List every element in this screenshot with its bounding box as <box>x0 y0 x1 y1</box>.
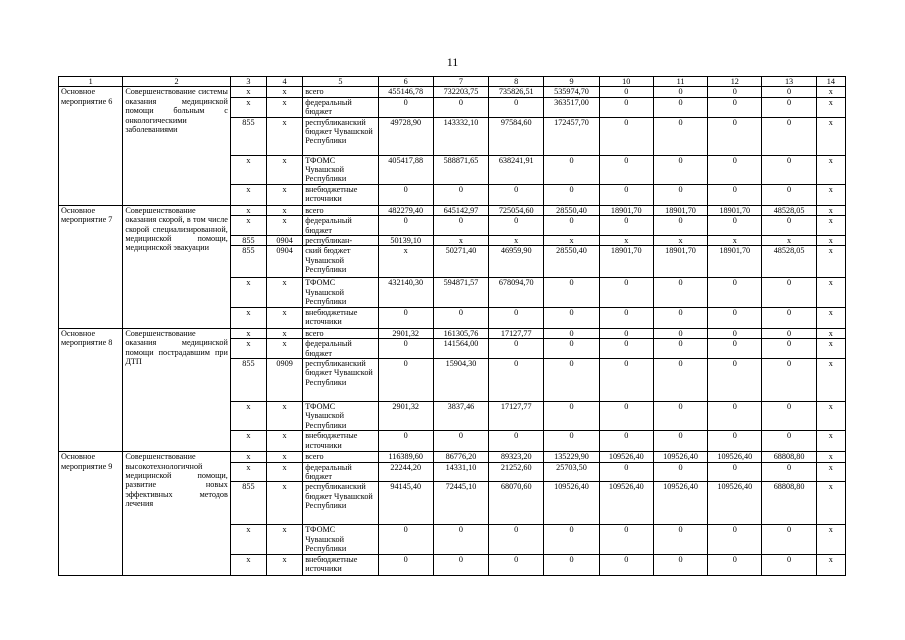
admin-code-cell: х <box>230 339 266 359</box>
funding-source-cell: всего <box>303 205 378 215</box>
value-cell: 109526,40 <box>708 452 762 462</box>
admin-code-cell: х <box>230 554 266 575</box>
value-cell: 18901,70 <box>708 246 762 278</box>
value-cell: 0 <box>708 117 762 155</box>
value-cell: 0 <box>544 358 599 401</box>
note-cell: х <box>816 307 845 328</box>
admin-code-cell: 855 <box>230 117 266 155</box>
value-cell: 0 <box>599 328 653 338</box>
value-cell: 0 <box>489 358 544 401</box>
table-row <box>59 452 846 462</box>
value-cell: 0 <box>762 525 816 554</box>
section-code-cell: х <box>267 278 303 307</box>
funding-source-cell: республиканский бюджет Чувашской Республики <box>303 117 378 155</box>
value-cell: 594871,57 <box>433 278 488 307</box>
value-cell: 2901,32 <box>378 401 433 430</box>
value-cell: 535974,70 <box>544 87 599 97</box>
value-cell: 645142,97 <box>433 205 488 215</box>
funding-source-cell: всего <box>303 328 378 338</box>
funding-source-cell: всего <box>303 87 378 97</box>
header-row <box>59 77 846 87</box>
header-cell: 1 <box>59 77 123 87</box>
value-cell: 135229,90 <box>544 452 599 462</box>
value-cell: 725054,60 <box>489 205 544 215</box>
value-cell: 588871,65 <box>433 155 488 184</box>
value-cell: 0 <box>762 307 816 328</box>
value-cell: 0 <box>762 554 816 575</box>
header-cell: 6 <box>378 77 433 87</box>
value-cell: 3837,46 <box>433 401 488 430</box>
value-cell: 50271,40 <box>433 246 488 278</box>
value-cell: 0 <box>708 278 762 307</box>
value-cell: 638241,91 <box>489 155 544 184</box>
value-cell: 0 <box>544 554 599 575</box>
funding-source-cell: внебюджетные источники <box>303 554 378 575</box>
value-cell: 109526,40 <box>708 482 762 525</box>
value-cell: 0 <box>762 216 816 236</box>
value-cell: 97584,60 <box>489 117 544 155</box>
note-cell: х <box>816 328 845 338</box>
value-cell: 89323,20 <box>489 452 544 462</box>
value-cell: 0 <box>653 431 707 452</box>
note-cell: х <box>816 236 845 246</box>
value-cell: 0 <box>489 554 544 575</box>
value-cell: 17127,77 <box>489 328 544 338</box>
value-cell: 0 <box>762 278 816 307</box>
section-code-cell: х <box>267 216 303 236</box>
section-code-cell: х <box>267 205 303 215</box>
value-cell: 0 <box>708 97 762 117</box>
section-code-cell: х <box>267 401 303 430</box>
value-cell: 0 <box>599 155 653 184</box>
admin-code-cell: х <box>230 452 266 462</box>
header-cell: 11 <box>653 77 707 87</box>
header-cell: 3 <box>230 77 266 87</box>
value-cell: 0 <box>378 184 433 205</box>
value-cell: 0 <box>489 97 544 117</box>
value-cell: 678094,70 <box>489 278 544 307</box>
value-cell: 161305,76 <box>433 328 488 338</box>
value-cell: 0 <box>544 431 599 452</box>
value-cell: 116389,60 <box>378 452 433 462</box>
value-cell: 0 <box>708 358 762 401</box>
admin-code-cell: 855 <box>230 358 266 401</box>
table-row <box>59 205 846 215</box>
value-cell: 0 <box>762 184 816 205</box>
value-cell: 0 <box>762 339 816 359</box>
value-cell: 0 <box>489 184 544 205</box>
note-cell: х <box>816 525 845 554</box>
value-cell: 2901,32 <box>378 328 433 338</box>
admin-code-cell: х <box>230 307 266 328</box>
value-cell: 0 <box>599 307 653 328</box>
event-name-cell: Основное мероприятие 9 <box>59 452 123 575</box>
value-cell: 0 <box>762 87 816 97</box>
admin-code-cell: 855 <box>230 236 266 246</box>
value-cell: 46959,90 <box>489 246 544 278</box>
value-cell: 0 <box>378 431 433 452</box>
value-cell: 0 <box>599 216 653 236</box>
value-cell: 14331,10 <box>433 462 488 482</box>
value-cell: 0 <box>433 431 488 452</box>
value-cell: 18901,70 <box>599 246 653 278</box>
note-cell: х <box>816 401 845 430</box>
section-code-cell: х <box>267 339 303 359</box>
value-cell: 0 <box>762 358 816 401</box>
value-cell: 0 <box>489 525 544 554</box>
value-cell: 0 <box>489 431 544 452</box>
event-description-cell: Совершенствование оказания медицинской помощи пострадавшим при ДТП <box>123 328 231 451</box>
value-cell: х <box>708 236 762 246</box>
note-cell: х <box>816 339 845 359</box>
value-cell: 0 <box>544 401 599 430</box>
value-cell: 0 <box>599 462 653 482</box>
admin-code-cell: х <box>230 155 266 184</box>
section-code-cell: х <box>267 184 303 205</box>
value-cell: 0 <box>653 97 707 117</box>
funding-source-cell: федеральный бюджет <box>303 97 378 117</box>
value-cell: 0 <box>653 87 707 97</box>
value-cell: 68808,80 <box>762 452 816 462</box>
value-cell: 0 <box>708 216 762 236</box>
event-name-cell: Основное мероприятие 6 <box>59 87 123 205</box>
value-cell: 0 <box>599 339 653 359</box>
value-cell: 0 <box>653 339 707 359</box>
value-cell: 0 <box>653 401 707 430</box>
value-cell: 72445,10 <box>433 482 488 525</box>
note-cell: х <box>816 358 845 401</box>
value-cell: 0 <box>378 97 433 117</box>
admin-code-cell: х <box>230 205 266 215</box>
value-cell: 0 <box>653 328 707 338</box>
header-cell: 12 <box>708 77 762 87</box>
value-cell: 0 <box>653 554 707 575</box>
value-cell: 141564,00 <box>433 339 488 359</box>
value-cell: 0 <box>708 339 762 359</box>
value-cell: 0 <box>489 216 544 236</box>
value-cell: 0 <box>489 307 544 328</box>
value-cell: 0 <box>378 554 433 575</box>
section-code-cell: 0904 <box>267 246 303 278</box>
value-cell: 17127,77 <box>489 401 544 430</box>
value-cell: 0 <box>708 184 762 205</box>
value-cell: 15904,30 <box>433 358 488 401</box>
value-cell: 68070,60 <box>489 482 544 525</box>
funding-source-cell: внебюджетные источники <box>303 431 378 452</box>
value-cell: 109526,40 <box>653 452 707 462</box>
section-code-cell: х <box>267 87 303 97</box>
value-cell: 0 <box>599 401 653 430</box>
section-code-cell: х <box>267 155 303 184</box>
value-cell: 0 <box>653 216 707 236</box>
admin-code-cell: х <box>230 525 266 554</box>
value-cell: 18901,70 <box>653 205 707 215</box>
value-cell: 0 <box>433 554 488 575</box>
header-cell: 13 <box>762 77 816 87</box>
header-cell: 4 <box>267 77 303 87</box>
value-cell: 0 <box>433 184 488 205</box>
table-row <box>59 87 846 97</box>
funding-source-cell: ТФОМС Чувашской Республики <box>303 401 378 430</box>
value-cell: 0 <box>433 525 488 554</box>
value-cell: 21252,60 <box>489 462 544 482</box>
value-cell: 0 <box>762 328 816 338</box>
section-code-cell: х <box>267 462 303 482</box>
section-code-cell: х <box>267 117 303 155</box>
value-cell: х <box>433 236 488 246</box>
value-cell: 0 <box>489 339 544 359</box>
funding-source-cell: федеральный бюджет <box>303 339 378 359</box>
event-description-cell: Совершенствование высокотехнологичной медицинской помощи, развитие новых эффективных методов лечения <box>123 452 231 575</box>
note-cell: х <box>816 87 845 97</box>
note-cell: х <box>816 246 845 278</box>
section-code-cell: х <box>267 482 303 525</box>
note-cell: х <box>816 97 845 117</box>
value-cell: 0 <box>378 216 433 236</box>
section-code-cell: х <box>267 452 303 462</box>
value-cell: 0 <box>544 328 599 338</box>
funding-source-cell: внебюджетные источники <box>303 184 378 205</box>
event-description-cell: Совершенствование оказания скорой, в том числе скорой специализированной, медицинской помощи, медицинской эвакуации <box>123 205 231 328</box>
value-cell: 432140,30 <box>378 278 433 307</box>
section-code-cell: х <box>267 554 303 575</box>
value-cell: 0 <box>708 87 762 97</box>
funding-source-cell: внебюджетные источники <box>303 307 378 328</box>
note-cell: х <box>816 155 845 184</box>
funding-table <box>58 76 846 576</box>
section-code-cell: х <box>267 328 303 338</box>
admin-code-cell: 855 <box>230 482 266 525</box>
value-cell: 143332,10 <box>433 117 488 155</box>
header-cell: 5 <box>303 77 378 87</box>
admin-code-cell: х <box>230 216 266 236</box>
value-cell: 0 <box>653 358 707 401</box>
value-cell: 732203,75 <box>433 87 488 97</box>
funding-source-cell: республикан- <box>303 236 378 246</box>
value-cell: 405417,88 <box>378 155 433 184</box>
funding-source-cell: ТФОМС Чувашской Республики <box>303 155 378 184</box>
value-cell: 28550,40 <box>544 205 599 215</box>
value-cell: 0 <box>599 184 653 205</box>
value-cell: 0 <box>708 307 762 328</box>
value-cell: 0 <box>378 307 433 328</box>
value-cell: 0 <box>653 462 707 482</box>
value-cell: 18901,70 <box>653 246 707 278</box>
value-cell: 0 <box>599 525 653 554</box>
value-cell: 0 <box>599 278 653 307</box>
value-cell: 0 <box>653 278 707 307</box>
value-cell: 49728,90 <box>378 117 433 155</box>
value-cell: 109526,40 <box>599 452 653 462</box>
value-cell: 109526,40 <box>653 482 707 525</box>
value-cell: 0 <box>378 339 433 359</box>
value-cell: 482279,40 <box>378 205 433 215</box>
value-cell: 0 <box>599 431 653 452</box>
value-cell: 0 <box>544 155 599 184</box>
funding-source-cell: ский бюджет Чувашской Республики <box>303 246 378 278</box>
value-cell: 0 <box>708 431 762 452</box>
event-name-cell: Основное мероприятие 7 <box>59 205 123 328</box>
value-cell: 109526,40 <box>544 482 599 525</box>
value-cell: 0 <box>708 401 762 430</box>
value-cell: 363517,00 <box>544 97 599 117</box>
value-cell: 50139,10 <box>378 236 433 246</box>
value-cell: 0 <box>544 307 599 328</box>
value-cell: 0 <box>599 117 653 155</box>
value-cell: 0 <box>544 216 599 236</box>
value-cell: 0 <box>708 328 762 338</box>
note-cell: х <box>816 216 845 236</box>
value-cell: 22244,20 <box>378 462 433 482</box>
value-cell: 0 <box>544 278 599 307</box>
table-row <box>59 328 846 338</box>
header-cell: 9 <box>544 77 599 87</box>
value-cell: х <box>544 236 599 246</box>
value-cell: 0 <box>653 525 707 554</box>
value-cell: х <box>653 236 707 246</box>
funding-source-cell: ТФОМС Чувашской Республики <box>303 525 378 554</box>
funding-source-cell: ТФОМС Чувашской Республики <box>303 278 378 307</box>
note-cell: х <box>816 554 845 575</box>
value-cell: 0 <box>544 184 599 205</box>
admin-code-cell: 855 <box>230 246 266 278</box>
value-cell: 18901,70 <box>708 205 762 215</box>
value-cell: 0 <box>762 155 816 184</box>
value-cell: 0 <box>599 358 653 401</box>
value-cell: 0 <box>708 462 762 482</box>
funding-source-cell: всего <box>303 452 378 462</box>
funding-source-cell: республиканский бюджет Чувашской Республики <box>303 482 378 525</box>
admin-code-cell: х <box>230 87 266 97</box>
value-cell: 109526,40 <box>599 482 653 525</box>
event-description-cell: Совершенствование системы оказания медицинской помощи больным с онкологическими заболеваниями <box>123 87 231 205</box>
admin-code-cell: х <box>230 462 266 482</box>
value-cell: 25703,50 <box>544 462 599 482</box>
funding-source-cell: республиканский бюджет Чувашской Республики <box>303 358 378 401</box>
value-cell: 0 <box>378 525 433 554</box>
header-cell: 2 <box>123 77 231 87</box>
value-cell: 0 <box>599 554 653 575</box>
header-cell: 7 <box>433 77 488 87</box>
value-cell: 0 <box>433 216 488 236</box>
value-cell: 0 <box>708 525 762 554</box>
value-cell: 0 <box>762 462 816 482</box>
section-code-cell: х <box>267 307 303 328</box>
section-code-cell: 0909 <box>267 358 303 401</box>
value-cell: 0 <box>544 339 599 359</box>
note-cell: х <box>816 117 845 155</box>
value-cell: 18901,70 <box>599 205 653 215</box>
value-cell: 94145,40 <box>378 482 433 525</box>
value-cell: 0 <box>762 431 816 452</box>
value-cell: 0 <box>653 117 707 155</box>
value-cell: 0 <box>762 401 816 430</box>
value-cell: 455146,78 <box>378 87 433 97</box>
note-cell: х <box>816 462 845 482</box>
page-number: 11 <box>446 55 459 69</box>
value-cell: 0 <box>599 87 653 97</box>
value-cell: 0 <box>762 97 816 117</box>
admin-code-cell: х <box>230 328 266 338</box>
admin-code-cell: х <box>230 184 266 205</box>
note-cell: х <box>816 205 845 215</box>
section-code-cell: х <box>267 431 303 452</box>
header-cell: 14 <box>816 77 845 87</box>
admin-code-cell: х <box>230 431 266 452</box>
section-code-cell: х <box>267 97 303 117</box>
value-cell: 0 <box>708 155 762 184</box>
value-cell: 0 <box>653 184 707 205</box>
value-cell: 0 <box>544 525 599 554</box>
value-cell: 48528,05 <box>762 205 816 215</box>
value-cell: х <box>599 236 653 246</box>
admin-code-cell: х <box>230 278 266 307</box>
admin-code-cell: х <box>230 401 266 430</box>
value-cell: 0 <box>433 307 488 328</box>
value-cell: х <box>489 236 544 246</box>
value-cell: 86776,20 <box>433 452 488 462</box>
value-cell: 28550,40 <box>544 246 599 278</box>
value-cell: х <box>762 236 816 246</box>
event-name-cell: Основное мероприятие 8 <box>59 328 123 451</box>
note-cell: х <box>816 184 845 205</box>
funding-source-cell: федеральный бюджет <box>303 462 378 482</box>
header-cell: 8 <box>489 77 544 87</box>
value-cell: 48528,05 <box>762 246 816 278</box>
value-cell: 0 <box>378 358 433 401</box>
section-code-cell: х <box>267 525 303 554</box>
value-cell: 0 <box>653 307 707 328</box>
value-cell: 0 <box>433 97 488 117</box>
section-code-cell: 0904 <box>267 236 303 246</box>
value-cell: 0 <box>708 554 762 575</box>
admin-code-cell: х <box>230 97 266 117</box>
header-cell: 10 <box>599 77 653 87</box>
value-cell: 68808,80 <box>762 482 816 525</box>
note-cell: х <box>816 278 845 307</box>
note-cell: х <box>816 482 845 525</box>
value-cell: 735826,51 <box>489 87 544 97</box>
value-cell: 0 <box>599 97 653 117</box>
value-cell: 172457,70 <box>544 117 599 155</box>
value-cell: 0 <box>653 155 707 184</box>
value-cell: 0 <box>762 117 816 155</box>
note-cell: х <box>816 452 845 462</box>
note-cell: х <box>816 431 845 452</box>
funding-source-cell: федеральный бюджет <box>303 216 378 236</box>
value-cell: х <box>378 246 433 278</box>
